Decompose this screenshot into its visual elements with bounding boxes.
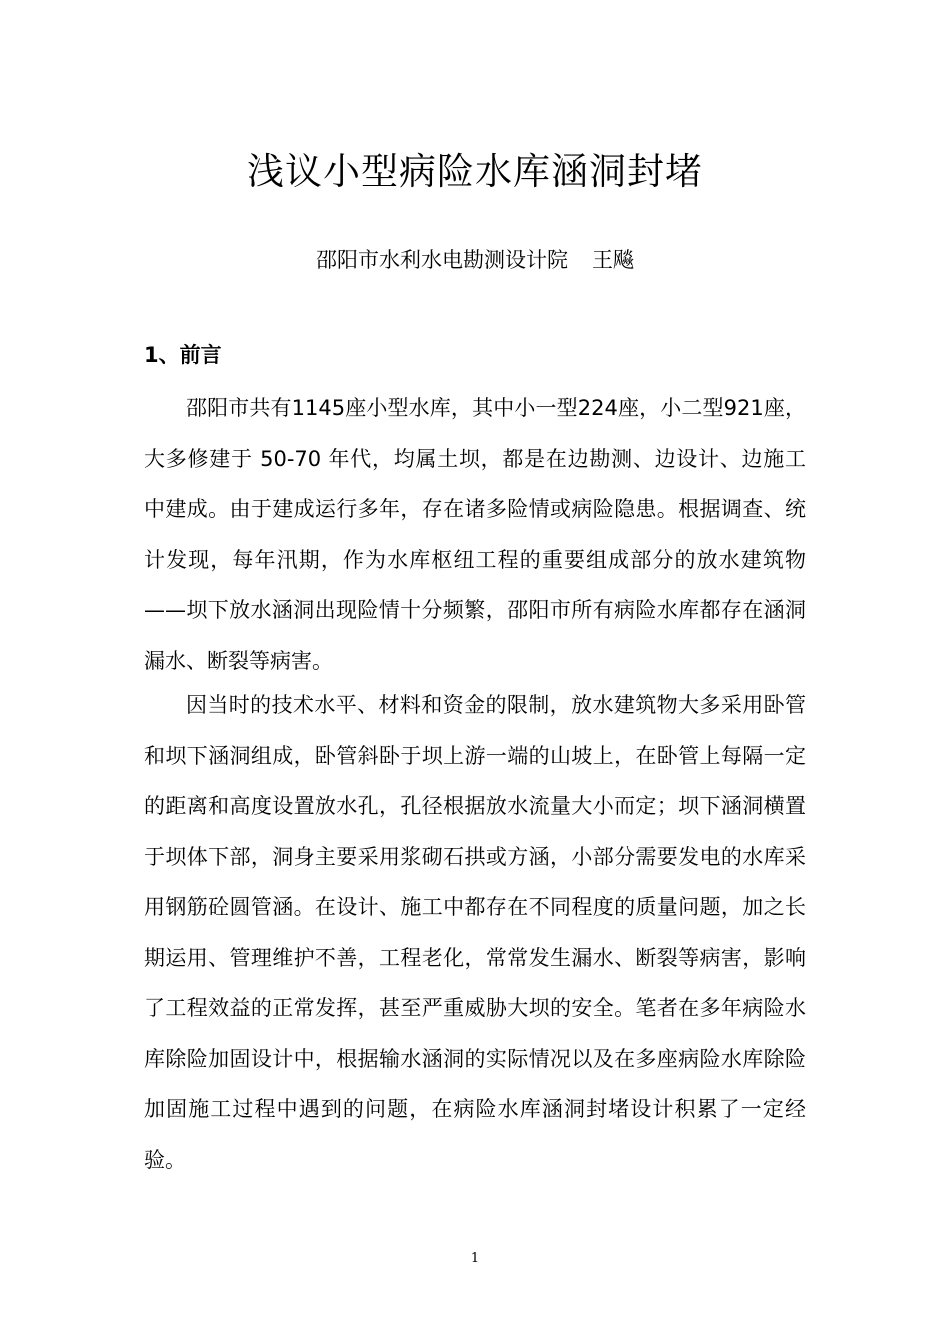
section-heading: 1、前言 [144, 343, 222, 367]
paragraph: 邵阳市共有1145座小型水库，其中小一型224座，小二型921座，大多修建于 50-70 年代，均属土坝，都是在边勘测、边设计、边施工中建成。由于建成运行多年，存在诸多险情或病险隐患。根据调查、统计发现，每年汛期，作为水库枢纽工程的重要组成部分的放水建筑物——坝下放水涵洞出现险情十分频繁，邵阳市所有病险水库都存在涵洞漏水、断裂等病害。 [144, 396, 806, 673]
author-affiliation: 邵阳市水利水电勘测设计院 [316, 248, 568, 272]
paragraph: 因当时的技术水平、材料和资金的限制，放水建筑物大多采用卧管和坝下涵洞组成，卧管斜卧于坝上游一端的山坡上，在卧管上每隔一定的距离和高度设置放水孔，孔径根据放水流量大小而定；坝下涵洞横置于坝体下部，洞身主要采用浆砌石拱或方涵，小部分需要发电的水库采用钢筋砼圆管涵。在设计、施工中都存在不同程度的质量问题，加之长期运用、管理维护不善，工程老化，常常发生漏水、断裂等病害，影响了工程效益的正常发挥，甚至严重威胁大坝的安全。笔者在多年病险水库除险加固设计中，根据输水涵洞的实际情况以及在多座病险水库除险加固施工过程中遇到的问题，在病险水库涵洞封堵设计积累了一定经验。 [144, 693, 806, 1172]
page-number: 1 [470, 1251, 480, 1266]
author-line [0, 245, 950, 275]
document-title: 浅议小型病险水库涵洞封堵 [247, 150, 703, 193]
author-name: 王飚 [592, 248, 634, 272]
